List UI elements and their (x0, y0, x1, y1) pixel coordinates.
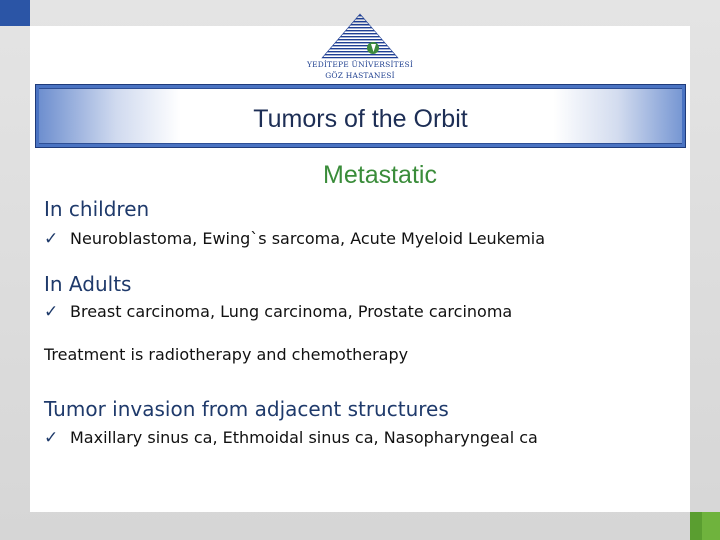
bullet-text-adults: Breast carcinoma, Lung carcinoma, Prostate carcinoma (70, 302, 513, 321)
section-heading-invasion: Tumor invasion from adjacent structures (44, 397, 449, 421)
corner-decoration-bottom-right-accent (690, 512, 702, 540)
check-icon: ✓ (44, 302, 59, 322)
bullet-text-invasion: Maxillary sinus ca, Ethmoidal sinus ca, Nasopharyngeal ca (70, 428, 538, 447)
bullet-adults (44, 302, 512, 322)
slide-title: Tumors of the Orbit (253, 105, 468, 133)
section-heading-children: In children (44, 197, 150, 221)
bullet-children (44, 229, 545, 249)
check-icon: ✓ (44, 428, 59, 448)
corner-decoration-top-left (0, 0, 30, 26)
bullet-text-children: Neuroblastoma, Ewing`s sarcoma, Acute Myeloid Leukemia (70, 229, 546, 248)
logo-text-university: YEDİTEPE ÜNİVERSİTESİ (306, 60, 414, 69)
check-icon: ✓ (44, 229, 59, 249)
title-banner (35, 84, 686, 148)
logo-text-hospital: GÖZ HASTANESİ (325, 71, 395, 80)
slide-subtitle: Metastatic (323, 161, 437, 189)
treatment-text: Treatment is radiotherapy and chemotherapy (44, 345, 409, 364)
section-heading-adults: In Adults (44, 272, 132, 296)
title-banner-inner (39, 88, 682, 144)
bullet-invasion (44, 428, 538, 448)
